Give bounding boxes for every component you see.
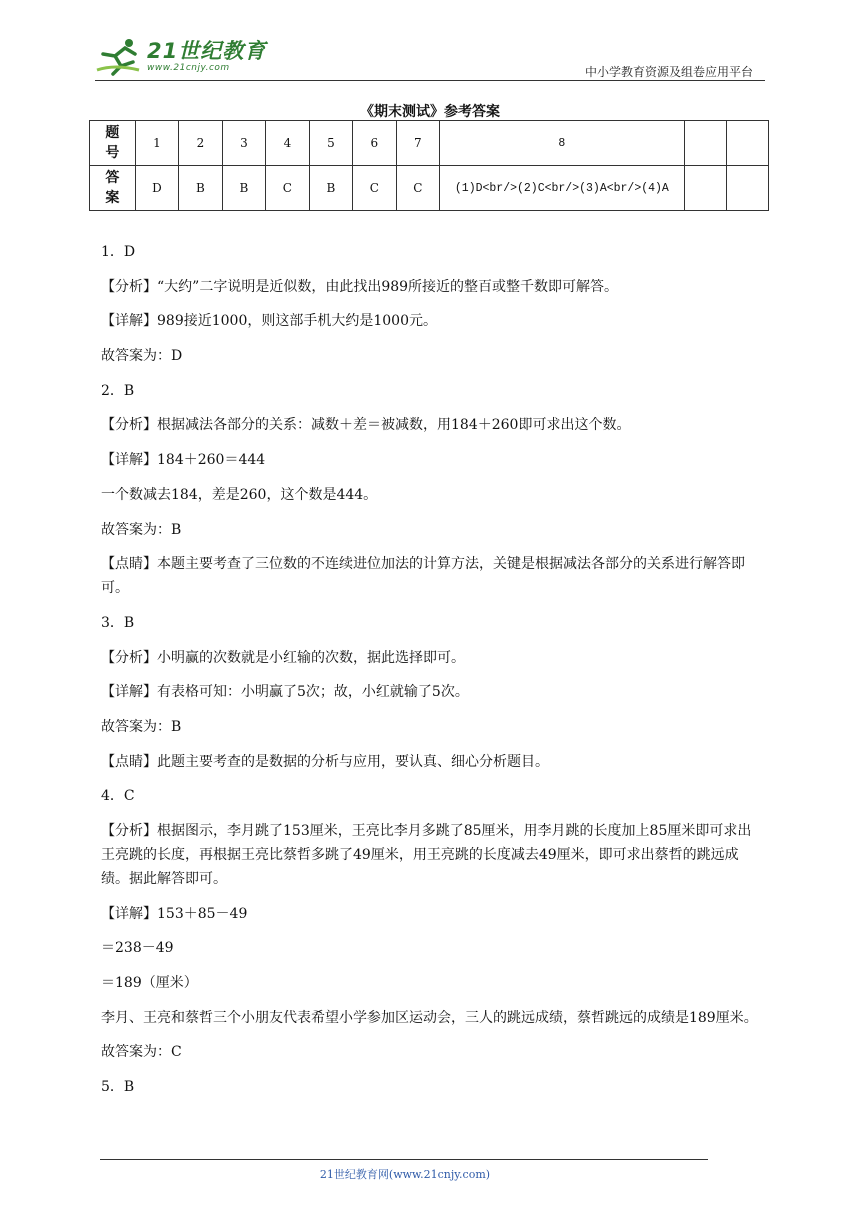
text-line: 5．B bbox=[101, 1079, 135, 1096]
page-header bbox=[95, 30, 765, 80]
table-cell: B bbox=[309, 166, 352, 211]
text-line: 【详解】989接近1000，则这部手机大约是1000元。 bbox=[101, 313, 437, 330]
table-cell-empty bbox=[684, 121, 726, 166]
table-cell-empty bbox=[726, 121, 768, 166]
logo-title: 21世纪教育 bbox=[147, 39, 267, 63]
row-header-number bbox=[90, 121, 136, 166]
text-line: 【分析】根据减法各部分的关系：减数＋差＝被减数，用184＋260即可求出这个数。 bbox=[101, 417, 631, 434]
text-line: 4．C bbox=[101, 788, 135, 805]
text-line: 【详解】184＋260＝444 bbox=[101, 452, 266, 469]
text-line: 2．B bbox=[101, 382, 135, 399]
row-header-answer-label: 答案 bbox=[105, 170, 120, 206]
text-line: ＝238－49 bbox=[101, 940, 174, 957]
text-line: 一个数减去184，差是260，这个数是444。 bbox=[101, 486, 378, 503]
answer-table bbox=[89, 120, 769, 211]
table-cell: 5 bbox=[309, 121, 352, 166]
table-cell: C bbox=[353, 166, 397, 211]
table-row-answers bbox=[90, 166, 769, 211]
text-line: 李月、王亮和蔡哲三个小朋友代表希望小学参加区运动会，三人的跳远成绩，蔡哲跳远的成绩是189厘米。 bbox=[101, 1009, 758, 1026]
table-cell: (1)D<br/>(2)C<br/>(3)A<br/>(4)A bbox=[440, 166, 684, 211]
table-cell-empty bbox=[684, 166, 726, 211]
text-line: 故答案为：D bbox=[101, 348, 183, 365]
logo-url: www.21cnjy.com bbox=[147, 63, 230, 73]
table-cell: B bbox=[222, 166, 265, 211]
answer-explanations bbox=[101, 240, 763, 1110]
table-cell: 4 bbox=[266, 121, 310, 166]
table-cell: 3 bbox=[222, 121, 265, 166]
text-line: 故答案为：B bbox=[101, 521, 182, 538]
table-cell: 7 bbox=[396, 121, 440, 166]
text-line: 【点睛】此题主要考查的是数据的分析与应用，要认真、细心分析题目。 bbox=[101, 753, 549, 770]
table-cell: B bbox=[179, 166, 222, 211]
page-title: 《期末测试》参考答案 bbox=[360, 104, 500, 120]
text-line: 故答案为：B bbox=[101, 718, 182, 735]
text-line: 1．D bbox=[101, 244, 136, 260]
table-cell: D bbox=[135, 166, 179, 211]
platform-name: 中小学教育资源及组卷应用平台 bbox=[584, 65, 753, 79]
text-line: 3．B bbox=[101, 614, 135, 631]
brand-logo bbox=[95, 36, 266, 76]
text-line: 故答案为：C bbox=[101, 1044, 182, 1061]
row-header-number-label: 题号 bbox=[105, 125, 120, 161]
table-cell: 1 bbox=[135, 121, 179, 166]
table-cell: 6 bbox=[353, 121, 397, 166]
text-line: 【分析】根据图示，李月跳了153厘米，王亮比李月多跳了85厘米，用李月跳的长度加上85厘米即可求出王亮跳的长度，再根据王亮比蔡哲多跳了49厘米，用王亮跳的长度减去49厘米，即可求出蔡哲的跳远成绩。据此解答即可。 bbox=[101, 823, 752, 887]
table-cell: C bbox=[266, 166, 310, 211]
header-divider bbox=[95, 80, 765, 81]
table-cell: C bbox=[396, 166, 440, 211]
text-line: 【分析】“大约”二字说明是近似数，由此找出989所接近的整百或整千数即可解答。 bbox=[101, 278, 619, 295]
footer-link[interactable]: 21世纪教育网(www.21cnjy.com) bbox=[319, 1168, 491, 1181]
table-cell: 2 bbox=[179, 121, 222, 166]
footer-divider bbox=[100, 1159, 708, 1160]
text-line: 【详解】有表格可知：小明赢了5次；故，小红就输了5次。 bbox=[101, 684, 469, 701]
text-line: 【分析】小明赢的次数就是小红输的次数，据此选择即可。 bbox=[101, 649, 465, 666]
text-line: ＝189（厘米） bbox=[101, 975, 198, 992]
text-line: 【点睛】本题主要考查了三位数的不连续进位加法的计算方法，关键是根据减法各部分的关系进行解答即可。 bbox=[101, 556, 745, 597]
text-line: 【详解】153＋85－49 bbox=[101, 905, 248, 922]
table-row-numbers bbox=[90, 121, 769, 166]
table-cell: 8 bbox=[440, 121, 684, 166]
table-cell-empty bbox=[726, 166, 768, 211]
runner-logo-icon bbox=[95, 36, 143, 76]
row-header-answer bbox=[90, 166, 136, 211]
